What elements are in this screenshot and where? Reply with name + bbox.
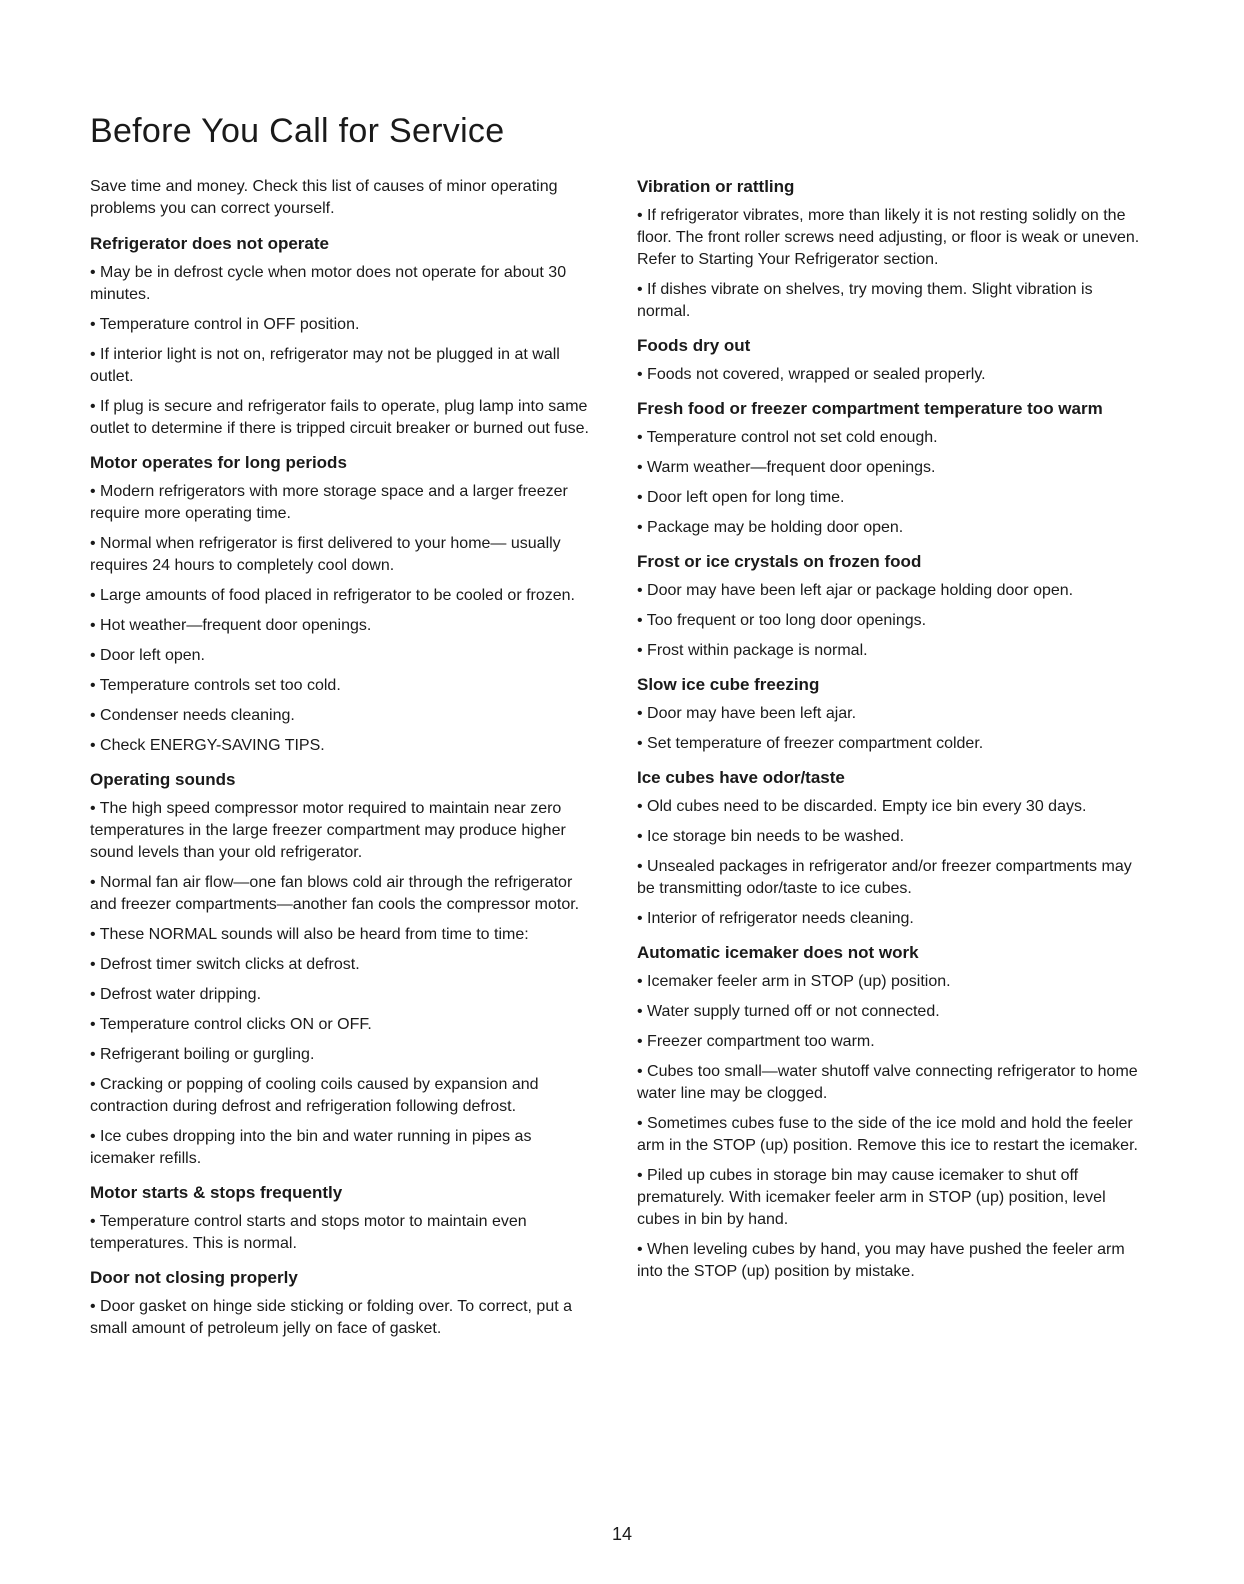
left-sections: [90, 233, 598, 1340]
list-item: • Door may have been left ajar.: [637, 705, 857, 722]
section-motor-operates-for-long-periods: [90, 452, 598, 757]
section-heading: Vibration or rattling: [637, 177, 795, 196]
list-item: • Warm weather—frequent door openings.: [637, 459, 936, 476]
list-item: • If dishes vibrate on shelves, try moving them. Slight vibration is normal.: [637, 281, 1093, 320]
list-item: • Too frequent or too long door openings.: [637, 612, 927, 629]
section-motor-starts-stops-frequently: [90, 1182, 598, 1255]
list-item: • Hot weather—frequent door openings.: [90, 617, 372, 634]
list-item: • Frost within package is normal.: [637, 642, 868, 659]
list-item: • Condenser needs cleaning.: [90, 707, 295, 724]
list-item: • Normal fan air flow—one fan blows cold air through the refrigerator and freezer compartments—another fan cools the compressor motor.: [90, 874, 580, 913]
section-vibration-or-rattling: [637, 176, 1149, 323]
list-item: • Unsealed packages in refrigerator and/or freezer compartments may be transmitting odor/taste to ice cubes.: [637, 858, 1132, 897]
list-item: • Temperature control starts and stops motor to maintain even temperatures. This is normal.: [90, 1213, 527, 1252]
list-item: • Defrost water dripping.: [90, 986, 262, 1003]
list-item: • If refrigerator vibrates, more than likely it is not resting solidly on the floor. The front roller screws need adjusting, or floor is weak or uneven. Refer to Starting Your Refrigerator section.: [637, 207, 1140, 268]
list-item: • Package may be holding door open.: [637, 519, 904, 536]
right-sections: [637, 176, 1149, 1283]
section-refrigerator-does-not-operate: [90, 233, 598, 440]
list-item: • When leveling cubes by hand, you may have pushed the feeler arm into the STOP (up) position by mistake.: [637, 1241, 1125, 1280]
list-item: • Temperature controls set too cold.: [90, 677, 341, 694]
section-fresh-food-or-freezer-compartment-temperature-too-warm: [637, 398, 1149, 539]
section-heading: Door not closing properly: [90, 1268, 298, 1287]
section-heading: Slow ice cube freezing: [637, 675, 820, 694]
intro-text: Save time and money. Check this list of causes of minor operating problems you can correct yourself.: [90, 178, 558, 217]
list-item: • Cubes too small—water shutoff valve connecting refrigerator to home water line may be clogged.: [637, 1063, 1138, 1102]
section-automatic-icemaker-does-not-work: [637, 942, 1149, 1283]
list-item: • The high speed compressor motor required to maintain near zero temperatures in the large freezer compartment may produce higher sound levels than your old refrigerator.: [90, 800, 566, 861]
list-item: • Set temperature of freezer compartment colder.: [637, 735, 984, 752]
list-item: • Old cubes need to be discarded. Empty ice bin every 30 days.: [637, 798, 1087, 815]
list-item: • Modern refrigerators with more storage space and a larger freezer require more operating time.: [90, 483, 568, 522]
list-item: • Interior of refrigerator needs cleaning.: [637, 910, 914, 927]
list-item: • Freezer compartment too warm.: [637, 1033, 875, 1050]
right-column: [637, 176, 1149, 1295]
list-item: • Ice cubes dropping into the bin and water running in pipes as icemaker refills.: [90, 1128, 532, 1167]
section-heading: Operating sounds: [90, 770, 236, 789]
left-column: [90, 176, 598, 1352]
section-heading: Automatic icemaker does not work: [637, 943, 919, 962]
list-item: • Icemaker feeler arm in STOP (up) position.: [637, 973, 951, 990]
section-slow-ice-cube-freezing: [637, 674, 1149, 755]
list-item: • Water supply turned off or not connected.: [637, 1003, 940, 1020]
list-item: • Piled up cubes in storage bin may cause icemaker to shut off prematurely. With icemaker feeler arm in STOP (up) position, level cubes in bin by hand.: [637, 1167, 1106, 1228]
list-item: • Defrost timer switch clicks at defrost.: [90, 956, 360, 973]
list-item: • Foods not covered, wrapped or sealed properly.: [637, 366, 986, 383]
section-heading: Refrigerator does not operate: [90, 234, 329, 253]
section-heading: Ice cubes have odor/taste: [637, 768, 845, 787]
page-number: 14: [611, 1524, 633, 1544]
section-foods-dry-out: [637, 335, 1149, 386]
list-item: • Normal when refrigerator is first delivered to your home— usually requires 24 hours to completely cool down.: [90, 535, 561, 574]
section-heading: Motor starts & stops frequently: [90, 1183, 343, 1202]
section-heading: Motor operates for long periods: [90, 453, 347, 472]
list-item: • Ice storage bin needs to be washed.: [637, 828, 905, 845]
list-item: • Temperature control in OFF position.: [90, 316, 360, 333]
section-heading: Frost or ice crystals on frozen food: [637, 552, 922, 571]
section-heading: Fresh food or freezer compartment temperature too warm: [637, 399, 1103, 418]
list-item: • May be in defrost cycle when motor does not operate for about 30 minutes.: [90, 264, 567, 303]
section-heading: Foods dry out: [637, 336, 751, 355]
list-item: • Door may have been left ajar or package holding door open.: [637, 582, 1074, 599]
page-title: Before You Call for Service: [90, 112, 505, 150]
list-item: • Temperature control clicks ON or OFF.: [90, 1016, 372, 1033]
list-item: • If interior light is not on, refrigerator may not be plugged in at wall outlet.: [90, 346, 560, 385]
section-ice-cubes-have-odor-taste: [637, 767, 1149, 930]
list-item: • Refrigerant boiling or gurgling.: [90, 1046, 315, 1063]
list-item: • These NORMAL sounds will also be heard from time to time:: [90, 926, 529, 943]
list-item: • Cracking or popping of cooling coils caused by expansion and contraction during defrost and refrigeration following defrost.: [90, 1076, 539, 1115]
list-item: • Temperature control not set cold enough.: [637, 429, 938, 446]
list-item: • Door left open.: [90, 647, 205, 664]
list-item: • Check ENERGY-SAVING TIPS.: [90, 737, 325, 754]
list-item: • If plug is secure and refrigerator fails to operate, plug lamp into same outlet to determine if there is tripped circuit breaker or burned out fuse.: [90, 398, 589, 437]
list-item: • Door left open for long time.: [637, 489, 845, 506]
section-operating-sounds: [90, 769, 598, 1170]
list-item: • Sometimes cubes fuse to the side of the ice mold and hold the feeler arm in the STOP (up) position. Remove this ice to restart the icemaker.: [637, 1115, 1138, 1154]
section-frost-or-ice-crystals-on-frozen-food: [637, 551, 1149, 662]
list-item: • Large amounts of food placed in refrigerator to be cooled or frozen.: [90, 587, 575, 604]
section-door-not-closing-properly: [90, 1267, 598, 1340]
list-item: • Door gasket on hinge side sticking or folding over. To correct, put a small amount of petroleum jelly on face of gasket.: [90, 1298, 573, 1337]
